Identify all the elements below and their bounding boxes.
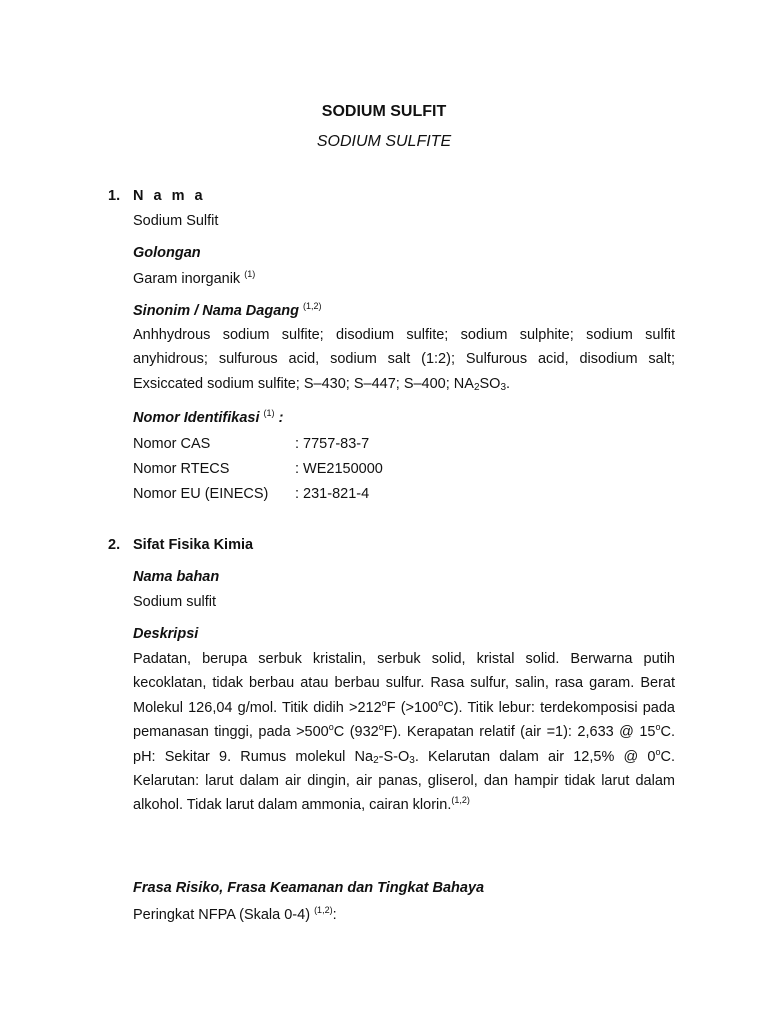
identifikasi-heading-line [133, 410, 283, 426]
nfpa-ref: (1,2) [314, 905, 333, 915]
deskripsi-text [133, 647, 675, 818]
degree-sign: o [328, 722, 334, 733]
deskripsi-part-3: C). Titik lebur: terdekomposisi pada pemanasan tinggi, pada >500 [133, 699, 676, 741]
sinonim-so: SO [479, 375, 501, 392]
deskripsi-part-6: C. pH: Sekitar 9. Rumus molekul Na [133, 724, 675, 765]
degree-sign: o [655, 746, 661, 757]
sinonim-text [133, 323, 675, 396]
subscript-2: 2 [373, 754, 379, 766]
id-label-cas: Nomor CAS [133, 436, 211, 452]
frasa-heading: Frasa Risiko, Frasa Keamanan dan Tingkat Bahaya [133, 880, 485, 896]
deskripsi-part-7: -S-O [378, 748, 410, 765]
identifikasi-colon: : [278, 410, 284, 426]
document-subtitle: SODIUM SULFITE [316, 133, 452, 150]
name-value: Sodium Sulfit [133, 213, 219, 229]
nama-bahan-heading: Nama bahan [133, 569, 220, 585]
golongan-heading: Golongan [133, 245, 201, 261]
subscript-3: 3 [409, 754, 415, 766]
sinonim-end: . [506, 375, 511, 392]
deskripsi-part-2: F (>100 [386, 699, 439, 716]
nama-bahan-value: Sodium sulfit [133, 594, 217, 610]
sinonim-sub-3: 3 [500, 381, 507, 393]
deskripsi-part-9: C. Kelarutan: larut dalam air dingin, air panas, gliserol, dan hampir tidak larut dalam alkohol. Tidak larut dalam ammonia, cairan klorin. [133, 748, 675, 814]
sinonim-heading-line [133, 303, 322, 319]
nfpa-line [133, 907, 337, 923]
golongan-ref: (1) [244, 269, 256, 279]
section-2-heading: Sifat Fisika Kimia [133, 537, 254, 553]
golongan-value: Garam inorganik [133, 271, 241, 287]
degree-sign: o [381, 697, 387, 708]
sinonim-body: Anhhydrous sodium sulfite; disodium sulfite; sodium sulphite; sodium sulfit anyhidrous; sulfurous acid, sodium salt (1:2); Sulfurous acid, disodium salt; Exsiccated sodium sulfite; S–430; S–447; S–400; NA [133, 327, 675, 392]
section-2-number: 2. [108, 537, 121, 553]
id-label-rtecs: Nomor RTECS [133, 461, 230, 477]
deskripsi-part-1: Padatan, berupa serbuk kristalin, serbuk solid, kristal solid. Berwarna putih kecoklatan, tidak berbau atau berbau sulfur. Rasa sulfur, salin, rasa garam. Berat Molekul 126,04 g/mol. Titik didih >212 [133, 651, 675, 716]
id-label-einecs: Nomor EU (EINECS) [133, 486, 269, 502]
deskripsi-part-5: F). Kerapatan relatif (air =1): 2,633 @ 15 [383, 724, 656, 741]
nfpa-text: Peringkat NFPA (Skala 0-4) [133, 907, 311, 923]
id-value-einecs: : 231-821-4 [295, 486, 370, 502]
section-1-heading: N a m a [133, 188, 206, 204]
deskripsi-part-8: . Kelarutan dalam air 12,5% @ 0 [414, 748, 656, 765]
identifikasi-ref: (1) [263, 408, 275, 418]
id-value-rtecs: : WE2150000 [295, 461, 383, 477]
degree-sign: o [378, 722, 384, 733]
golongan-line [133, 271, 255, 287]
deskripsi-heading: Deskripsi [133, 626, 199, 642]
sinonim-ref: (1,2) [303, 301, 322, 311]
sinonim-heading: Sinonim / Nama Dagang [133, 303, 299, 319]
degree-sign: o [655, 722, 661, 733]
id-value-cas: : 7757-83-7 [295, 436, 370, 452]
degree-sign: o [438, 697, 444, 708]
deskripsi-ref: (1,2) [451, 795, 470, 806]
sinonim-sub-2: 2 [473, 381, 480, 393]
identifikasi-heading: Nomor Identifikasi [133, 410, 260, 426]
deskripsi-part-4: C (932 [333, 724, 379, 741]
document-title: SODIUM SULFIT [321, 103, 447, 120]
section-1-number: 1. [108, 188, 121, 204]
nfpa-colon: : [332, 907, 337, 923]
